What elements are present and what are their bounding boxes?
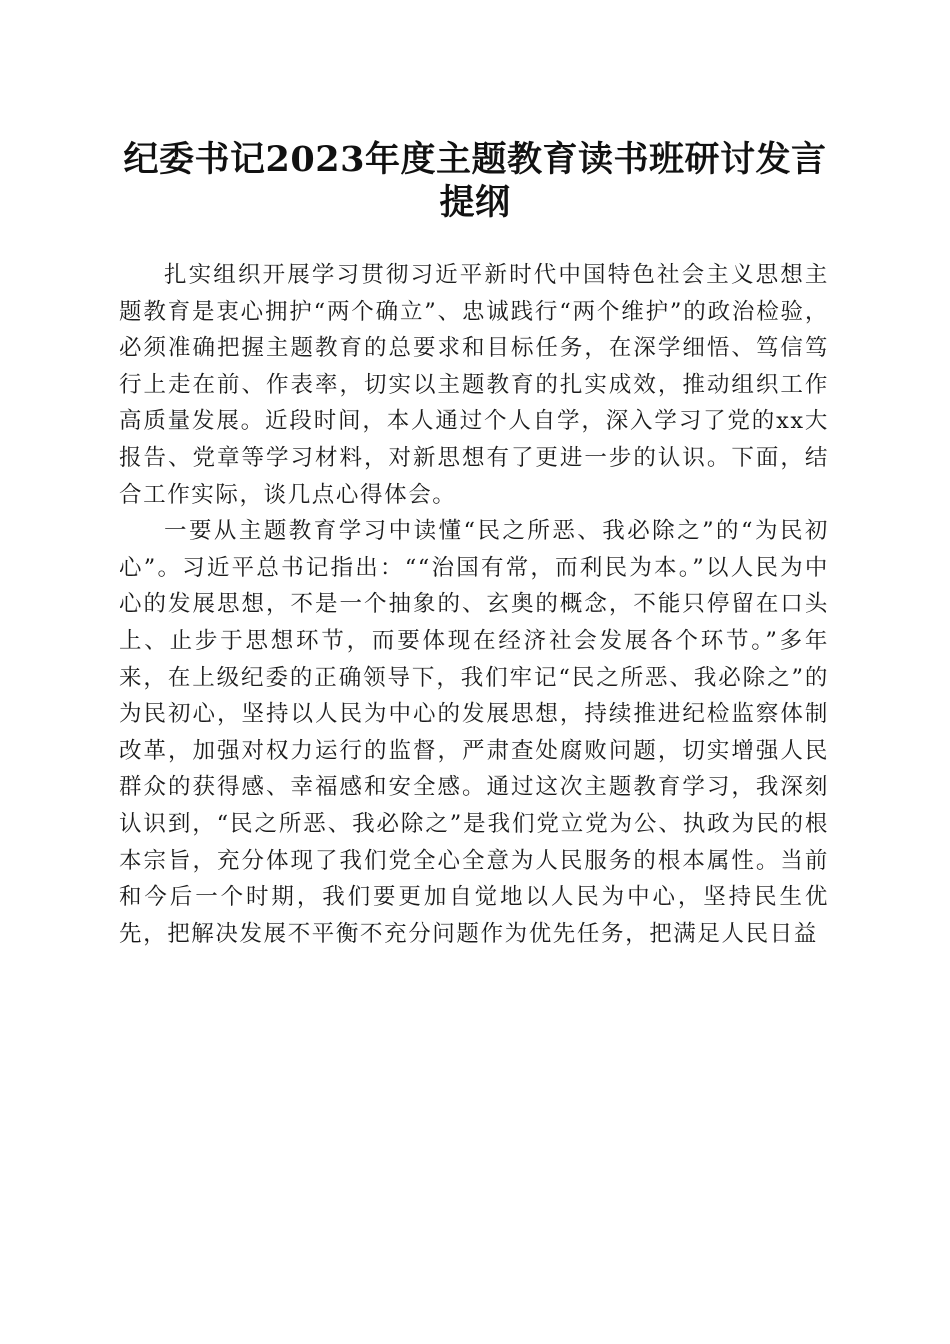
paragraph-point-one: 一要从主题教育学习中读懂“民之所恶、我必除之”的“为民初心”。习近平总书记指出：““治国有常，而利民为本。”以人民为中心的发展思想，不是一个抽象的、玄奥的概念，不能只停留在口头上、止步于思想环节，而要体现在经济社会发展各个环节。”多年来，在上级纪委的正确领导下，我们牢记“民之所恶、我必除之”的为民初心，坚持以人民为中心的发展思想，持续推进纪检监察体制改革，加强对权力运行的监督，严肃查处腐败问题，切实增强人民群众的获得感、幸福感和安全感。通过这次主题教育学习，我深刻认识到，“民之所恶、我必除之”是我们党立党为公、执政为民的根本宗旨，充分体现了我们党全心全意为人民服务的根本属性。当前和今后一个时期，我们要更加自觉地以人民为中心，坚持民生优先，把解决发展不平衡不充分问题作为优先任务，把满足人民日益	[119, 518, 829, 947]
document-body	[119, 257, 829, 952]
document-title	[100, 138, 850, 224]
title-line-2: 提纲	[439, 182, 511, 223]
title-line-1: 纪委书记2023年度主题教育读书班研讨发言	[123, 139, 827, 180]
paragraph-intro: 扎实组织开展学习贯彻习近平新时代中国特色社会主义思想主题教育是衷心拥护“两个确立”、忠诚践行“两个维护”的政治检验，必须准确把握主题教育的总要求和目标任务，在深学细悟、笃信笃行上走在前、作表率，切实以主题教育的扎实成效，推动组织工作高质量发展。近段时间，本人通过个人自学，深入学习了党的xx大报告、党章等学习材料，对新思想有了更进一步的认识。下面，结合工作实际，谈几点心得体会。	[119, 262, 829, 508]
